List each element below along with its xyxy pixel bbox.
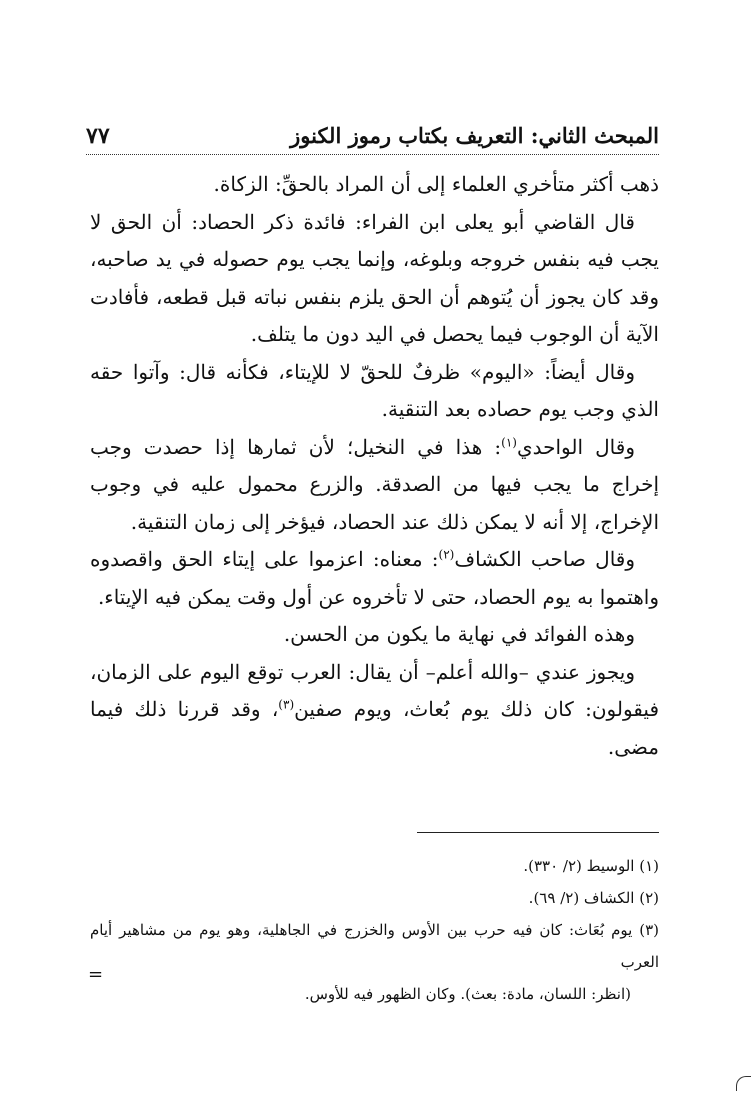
paragraph-3 (90, 354, 659, 429)
paragraph-5-lead: وقال صاحب الكشاف (454, 547, 636, 571)
footnote-ref-1[interactable]: (١) (501, 434, 517, 449)
paragraph-5 (90, 541, 659, 616)
paragraph-4-lead: وقال الواحدي (516, 434, 635, 459)
page-header (86, 118, 659, 155)
paragraph-2-text: قال القاضي أبو يعلى ابن الفراء: فائدة ذكر الحصاد: أن الحق لا يجب فيه بنفس خروجه وبلوغه، وإنما يجب يوم حصوله في يد صاحبه، وقد كان يجوز أن يُتوهم أن الحق يلزم بنفس نباته قبل قطعه، فأفادت الآية أن الوجوب فيما يحصل في اليد دون ما يتلف. (90, 209, 659, 346)
footnote-ref-3[interactable]: (٣) (278, 697, 295, 712)
paragraph-7-lead: ويجوز عندي –والله أعلم– أن يقال: العرب توقع اليوم على الزمان، فيقولون: كان ذلك يوم بُعاث، ويوم صفين (90, 659, 659, 721)
paragraph-6 (90, 616, 659, 654)
footnote-separator (417, 832, 659, 833)
page-corner-mark (736, 1076, 751, 1091)
paragraph-6-text: وهذه الفوائد في نهاية ما يكون من الحسن. (283, 622, 635, 646)
footnote-3-continuation: (انظر: اللسان، مادة: بعث). وكان الظهور فيه للأوس. (304, 985, 631, 1003)
page-number: ٧٧ (86, 123, 110, 149)
paragraph-7-text: ، وقد قررنا ذلك فيما مضى. (90, 697, 659, 759)
paragraph-3-text: وقال أيضاً: «اليوم» ظرفٌ للحقّ لا للإيتاء، فكأنه قال: وآتوا حقه الذي وجب يوم حصاده بعد التنقية. (90, 359, 659, 421)
footnote-1: (١) الوسيط (٢/ ٣٣٠). (523, 857, 659, 875)
paragraph-1-text: ذهب أكثر متأخري العلماء إلى أن المراد بالحقِّ: الزكاة. (213, 172, 659, 196)
paragraph-5-text: : معناه: اعزموا على إيتاء الحق واقصدوه واهتموا به يوم الحصاد، حتى لا تأخروه عن أول وقت يمكن فيه الإيتاء. (90, 547, 659, 609)
paragraph-7 (90, 654, 659, 767)
paragraph-4-text: : هذا في النخيل؛ لأن ثمارها إذا حصدت وجب إخراج ما يجب فيها من الصدقة. والزرع محمول عليه في وجوب الإخراج، إلا أنه لا يمكن ذلك عند الحصاد، فيؤخر إلى زمان التنقية. (90, 434, 659, 534)
running-title: المبحث الثاني: التعريف بكتاب رموز الكنوز (290, 123, 659, 148)
footnote-2: (٢) الكشاف (٢/ ٦٩). (528, 889, 659, 907)
paragraph-4 (90, 429, 659, 542)
footnotes (90, 850, 659, 1010)
main-text (90, 166, 659, 766)
footnote-ref-2[interactable]: (٢) (438, 547, 455, 562)
continuation-mark: = (88, 964, 104, 985)
footnote-3: (٣) يوم بُعَاث: كان فيه حرب بين الأوس والخزرج في الجاهلية، وهو يوم من مشاهير أيام العرب (90, 921, 659, 971)
paragraph-2 (90, 204, 659, 354)
paragraph-1 (90, 166, 659, 204)
